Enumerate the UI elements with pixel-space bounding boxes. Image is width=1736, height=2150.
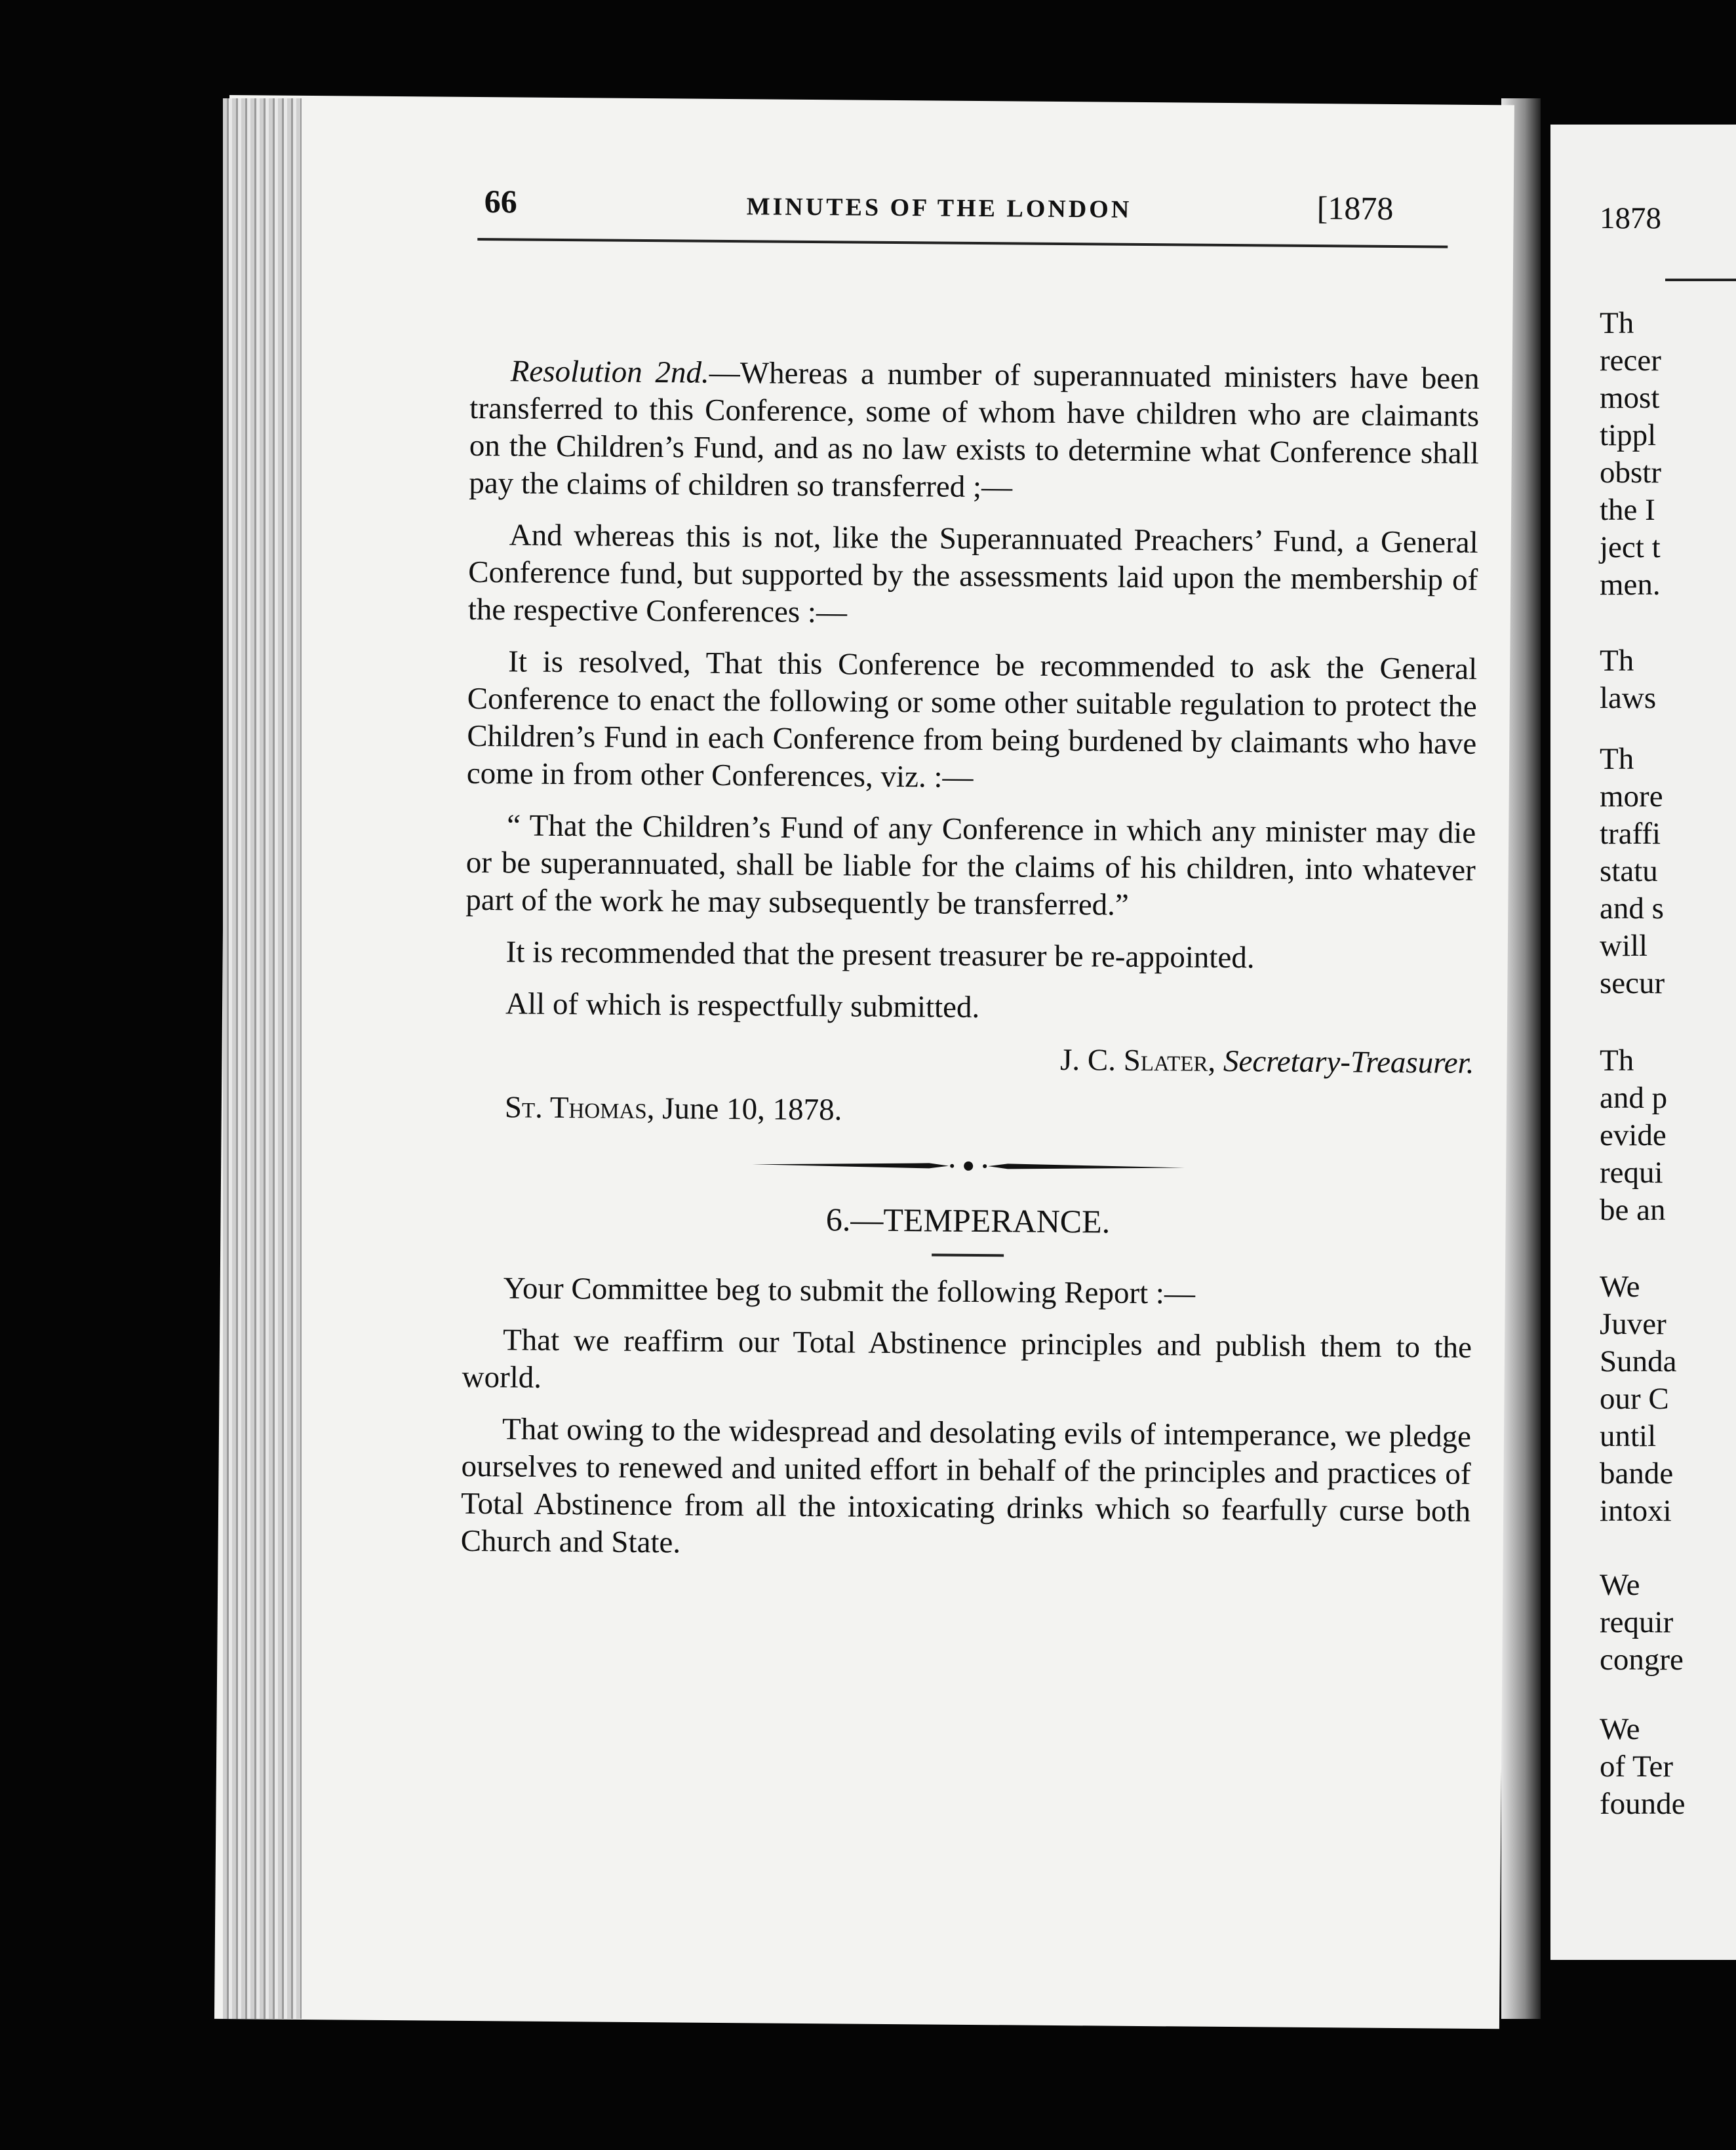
- heading-rule: [932, 1253, 1004, 1257]
- facing-line: men.: [1600, 568, 1661, 602]
- signatory-name: J. C. Slater,: [1059, 1042, 1216, 1078]
- facing-line: Th: [1600, 742, 1634, 776]
- facing-line: laws: [1600, 681, 1657, 715]
- whereas-paragraph: And whereas this is not, like the Superannuated Preachers’ Fund, a General Conference fund, but supported by the assessments laid upon the membership of the respective Conferences :—: [467, 518, 1478, 630]
- facing-line: We: [1600, 1568, 1640, 1602]
- facing-line: Th: [1600, 644, 1634, 678]
- resolution-text: —Whereas a number of superannuated ministers have been transferred to this Conference, some of whom have children who are claimants on the Children’s Fund, and as no law exists to determine what Conference shall pay the claims of children so transferred ;—: [469, 355, 1480, 505]
- date: June 10, 1878.: [662, 1091, 842, 1127]
- reaffirm-paragraph: That we reaffirm our Total Abstinence principles and publish them to the world.: [462, 1323, 1472, 1395]
- header-rule: [477, 238, 1448, 248]
- facing-line: will: [1600, 929, 1648, 963]
- facing-line: evide: [1600, 1118, 1667, 1152]
- facing-line: congre: [1600, 1643, 1684, 1677]
- signatory-role: Secretary-Treasurer.: [1223, 1044, 1474, 1080]
- facing-line: obstr: [1600, 456, 1661, 490]
- facing-line: tippl: [1600, 418, 1657, 452]
- facing-line: the I: [1600, 493, 1655, 527]
- place: St. Thomas,: [504, 1090, 655, 1126]
- facing-line: Th: [1600, 306, 1634, 340]
- resolved-paragraph: It is resolved, That this Conference be recommended to ask the General Conference to enact the following or some other suitable regulation to protect the Children’s Fund in each Conference from being burdened by claimants who have come in from other Conferences, viz. :—: [466, 644, 1478, 794]
- facing-line: and s: [1600, 891, 1664, 926]
- section-heading: 6.—TEMPERANCE.: [825, 1201, 1111, 1240]
- facing-line: more: [1600, 779, 1663, 813]
- facing-line: We: [1600, 1270, 1640, 1304]
- running-header: [484, 182, 1493, 229]
- facing-line: requi: [1600, 1156, 1663, 1190]
- ornamental-divider: [752, 1154, 1185, 1177]
- facing-line: Sunda: [1600, 1344, 1677, 1378]
- page-body: [460, 353, 1480, 1582]
- facing-line: be an: [1600, 1193, 1666, 1227]
- page-stack-edge: [223, 98, 302, 2019]
- resolution-label: Resolution 2nd.: [510, 354, 710, 390]
- facing-line: until: [1600, 1419, 1657, 1453]
- facing-line: statu: [1600, 854, 1658, 888]
- facing-line: and p: [1600, 1081, 1668, 1115]
- intemperance-paragraph: That owing to the widespread and desolating evils of intemperance, we pledge ourselves to renewed and united effort in behalf of the principles and practices of Total Abstinence from all the intoxicating drinks which so fearfully curse both Church and State.: [460, 1412, 1472, 1560]
- report-intro: Your Committee beg to submit the following Report :—: [503, 1271, 1196, 1311]
- facing-line: bande: [1600, 1456, 1674, 1491]
- facing-line: ject t: [1600, 530, 1661, 564]
- resolution-paragraph: [469, 353, 1480, 510]
- place-date-line: [464, 1089, 1474, 1134]
- page-number: 66: [484, 183, 517, 220]
- submitted-line: All of which is respectfully submitted.: [505, 987, 980, 1025]
- running-title: MINUTES OF THE LONDON: [746, 193, 1132, 224]
- facing-line: traffi: [1600, 817, 1661, 851]
- facing-line: most: [1600, 381, 1660, 415]
- facing-line: our C: [1600, 1382, 1669, 1416]
- facing-line: 1878: [1600, 201, 1661, 235]
- facing-line: We: [1600, 1712, 1640, 1746]
- facing-line: founde: [1600, 1787, 1686, 1821]
- book-page: [214, 95, 1514, 2029]
- facing-line: intoxi: [1600, 1494, 1672, 1528]
- facing-line: secur: [1600, 966, 1665, 1000]
- quoted-regulation: “ That the Children’s Fund of any Conference in which any minister may die or be superannuated, shall be liable for the claims of his children, into whatever part of the work he may subsequently be transferred.”: [465, 808, 1476, 922]
- facing-line: requir: [1600, 1605, 1674, 1639]
- treasurer-paragraph: It is recommended that the present treasurer be re-appointed.: [505, 935, 1255, 975]
- running-year: [1878: [1316, 189, 1394, 227]
- facing-page-header-rule: [1665, 279, 1736, 281]
- facing-line: Juver: [1600, 1307, 1667, 1341]
- signature-line: [464, 1037, 1474, 1082]
- facing-line: of Ter: [1600, 1749, 1673, 1784]
- facing-line: Th: [1600, 1044, 1634, 1078]
- facing-line: recer: [1600, 343, 1661, 378]
